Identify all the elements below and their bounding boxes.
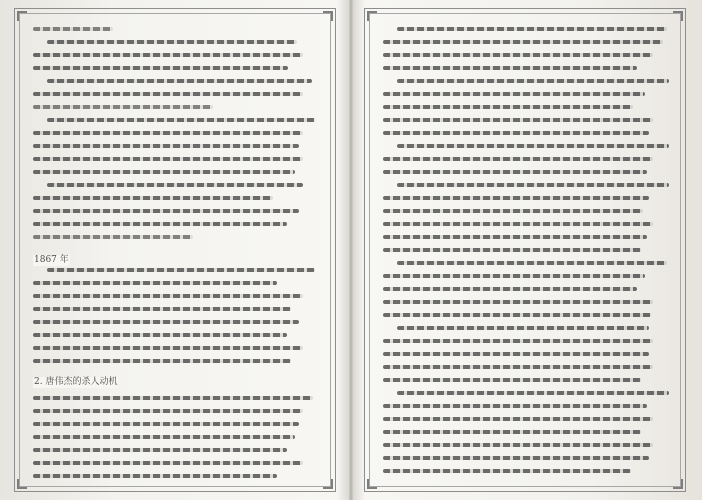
right-content-placeholder-line-10	[397, 144, 669, 148]
right-content-placeholder-line-12	[383, 170, 647, 174]
left-content-placeholder-line-3	[33, 53, 303, 57]
right-content-placeholder-line-3	[383, 53, 653, 57]
left-content-placeholder-line-1	[33, 27, 113, 31]
left-content-placeholder-line-28	[33, 422, 299, 426]
section-heading: 2. 唐伟杰的杀人动机	[34, 377, 118, 387]
left-content-placeholder-line-15	[33, 209, 299, 213]
right-content-placeholder-line-15	[383, 209, 643, 213]
left-page-top-right-corner	[323, 11, 333, 21]
right-page-bottom-left-corner	[367, 479, 377, 489]
right-content-placeholder-line-27	[383, 365, 653, 369]
left-content-placeholder-line-13	[47, 183, 303, 187]
left-content-placeholder-line-9	[33, 131, 303, 135]
right-content-placeholder-line-5	[397, 79, 669, 83]
left-content-placeholder-line-7	[33, 105, 213, 109]
left-content-placeholder-line-14	[33, 196, 273, 200]
left-page-top-left-corner	[17, 11, 27, 21]
left-page	[14, 8, 336, 492]
right-content-placeholder-line-34	[383, 456, 649, 460]
right-content-placeholder-line-14	[383, 196, 649, 200]
left-content-placeholder-line-16	[33, 222, 287, 226]
right-content-placeholder-line-21	[383, 287, 637, 291]
left-content-placeholder-line-21	[33, 307, 291, 311]
left-content-placeholder-line-31	[33, 461, 303, 465]
left-content-placeholder-line-5	[47, 79, 312, 83]
left-content-placeholder-line-2	[47, 40, 297, 44]
right-content-placeholder-line-11	[383, 157, 653, 161]
left-content-placeholder-line-11	[33, 157, 303, 161]
left-content-placeholder-line-6	[33, 92, 303, 96]
left-content-placeholder-line-30	[33, 448, 287, 452]
left-content-placeholder-line-17	[33, 235, 193, 239]
right-content-placeholder-line-28	[383, 378, 641, 382]
right-content-placeholder-line-31	[383, 417, 653, 421]
right-content-placeholder-line-19	[397, 261, 667, 265]
left-content-placeholder-line-25	[33, 359, 291, 363]
left-content-placeholder-line-32	[33, 474, 277, 478]
right-page-top-right-corner	[673, 11, 683, 21]
right-content-placeholder-line-2	[383, 40, 663, 44]
right-content-placeholder-line-18	[383, 248, 641, 252]
left-content-placeholder-line-12	[33, 170, 295, 174]
right-content-placeholder-line-7	[383, 105, 633, 109]
right-content-placeholder-line-8	[383, 118, 653, 122]
right-content-placeholder-line-6	[383, 92, 645, 96]
right-content-placeholder-line-25	[383, 339, 653, 343]
right-content-placeholder-line-24	[397, 326, 649, 330]
right-content-placeholder-line-20	[383, 274, 645, 278]
left-page-text-block	[33, 27, 319, 469]
left-content-placeholder-line-29	[33, 435, 295, 439]
left-content-placeholder-line-22	[33, 320, 299, 324]
right-content-placeholder-line-16	[383, 222, 653, 226]
left-content-placeholder-line-8	[47, 118, 315, 122]
left-content-placeholder-line-27	[33, 409, 303, 413]
right-content-placeholder-line-35	[383, 469, 631, 473]
right-content-placeholder-line-23	[383, 313, 651, 317]
right-page-text-block	[383, 27, 669, 469]
left-page-bottom-left-corner	[17, 479, 27, 489]
right-page	[364, 8, 686, 492]
right-content-placeholder-line-17	[383, 235, 647, 239]
left-content-placeholder-line-4	[33, 66, 288, 70]
right-content-placeholder-line-32	[383, 430, 641, 434]
right-content-placeholder-line-22	[383, 300, 653, 304]
right-content-placeholder-line-33	[383, 443, 653, 447]
right-content-placeholder-line-26	[383, 352, 649, 356]
right-content-placeholder-line-29	[397, 391, 669, 395]
right-content-placeholder-line-9	[383, 131, 649, 135]
right-content-placeholder-line-4	[383, 66, 637, 70]
right-page-bottom-right-corner	[673, 479, 683, 489]
left-content-placeholder-line-26	[33, 396, 313, 400]
book-spine	[349, 0, 353, 500]
right-content-placeholder-line-1	[397, 27, 667, 31]
left-content-placeholder-line-19	[33, 281, 277, 285]
right-page-top-left-corner	[367, 11, 377, 21]
left-content-placeholder-line-24	[33, 346, 303, 350]
year-fragment: 1867 年	[34, 255, 69, 265]
left-content-placeholder-line-10	[33, 144, 299, 148]
left-content-placeholder-line-20	[33, 294, 303, 298]
left-content-placeholder-line-23	[33, 333, 287, 337]
right-content-placeholder-line-30	[383, 404, 647, 408]
left-page-bottom-right-corner	[323, 479, 333, 489]
right-content-placeholder-line-13	[397, 183, 669, 187]
left-content-placeholder-line-18	[47, 268, 315, 272]
